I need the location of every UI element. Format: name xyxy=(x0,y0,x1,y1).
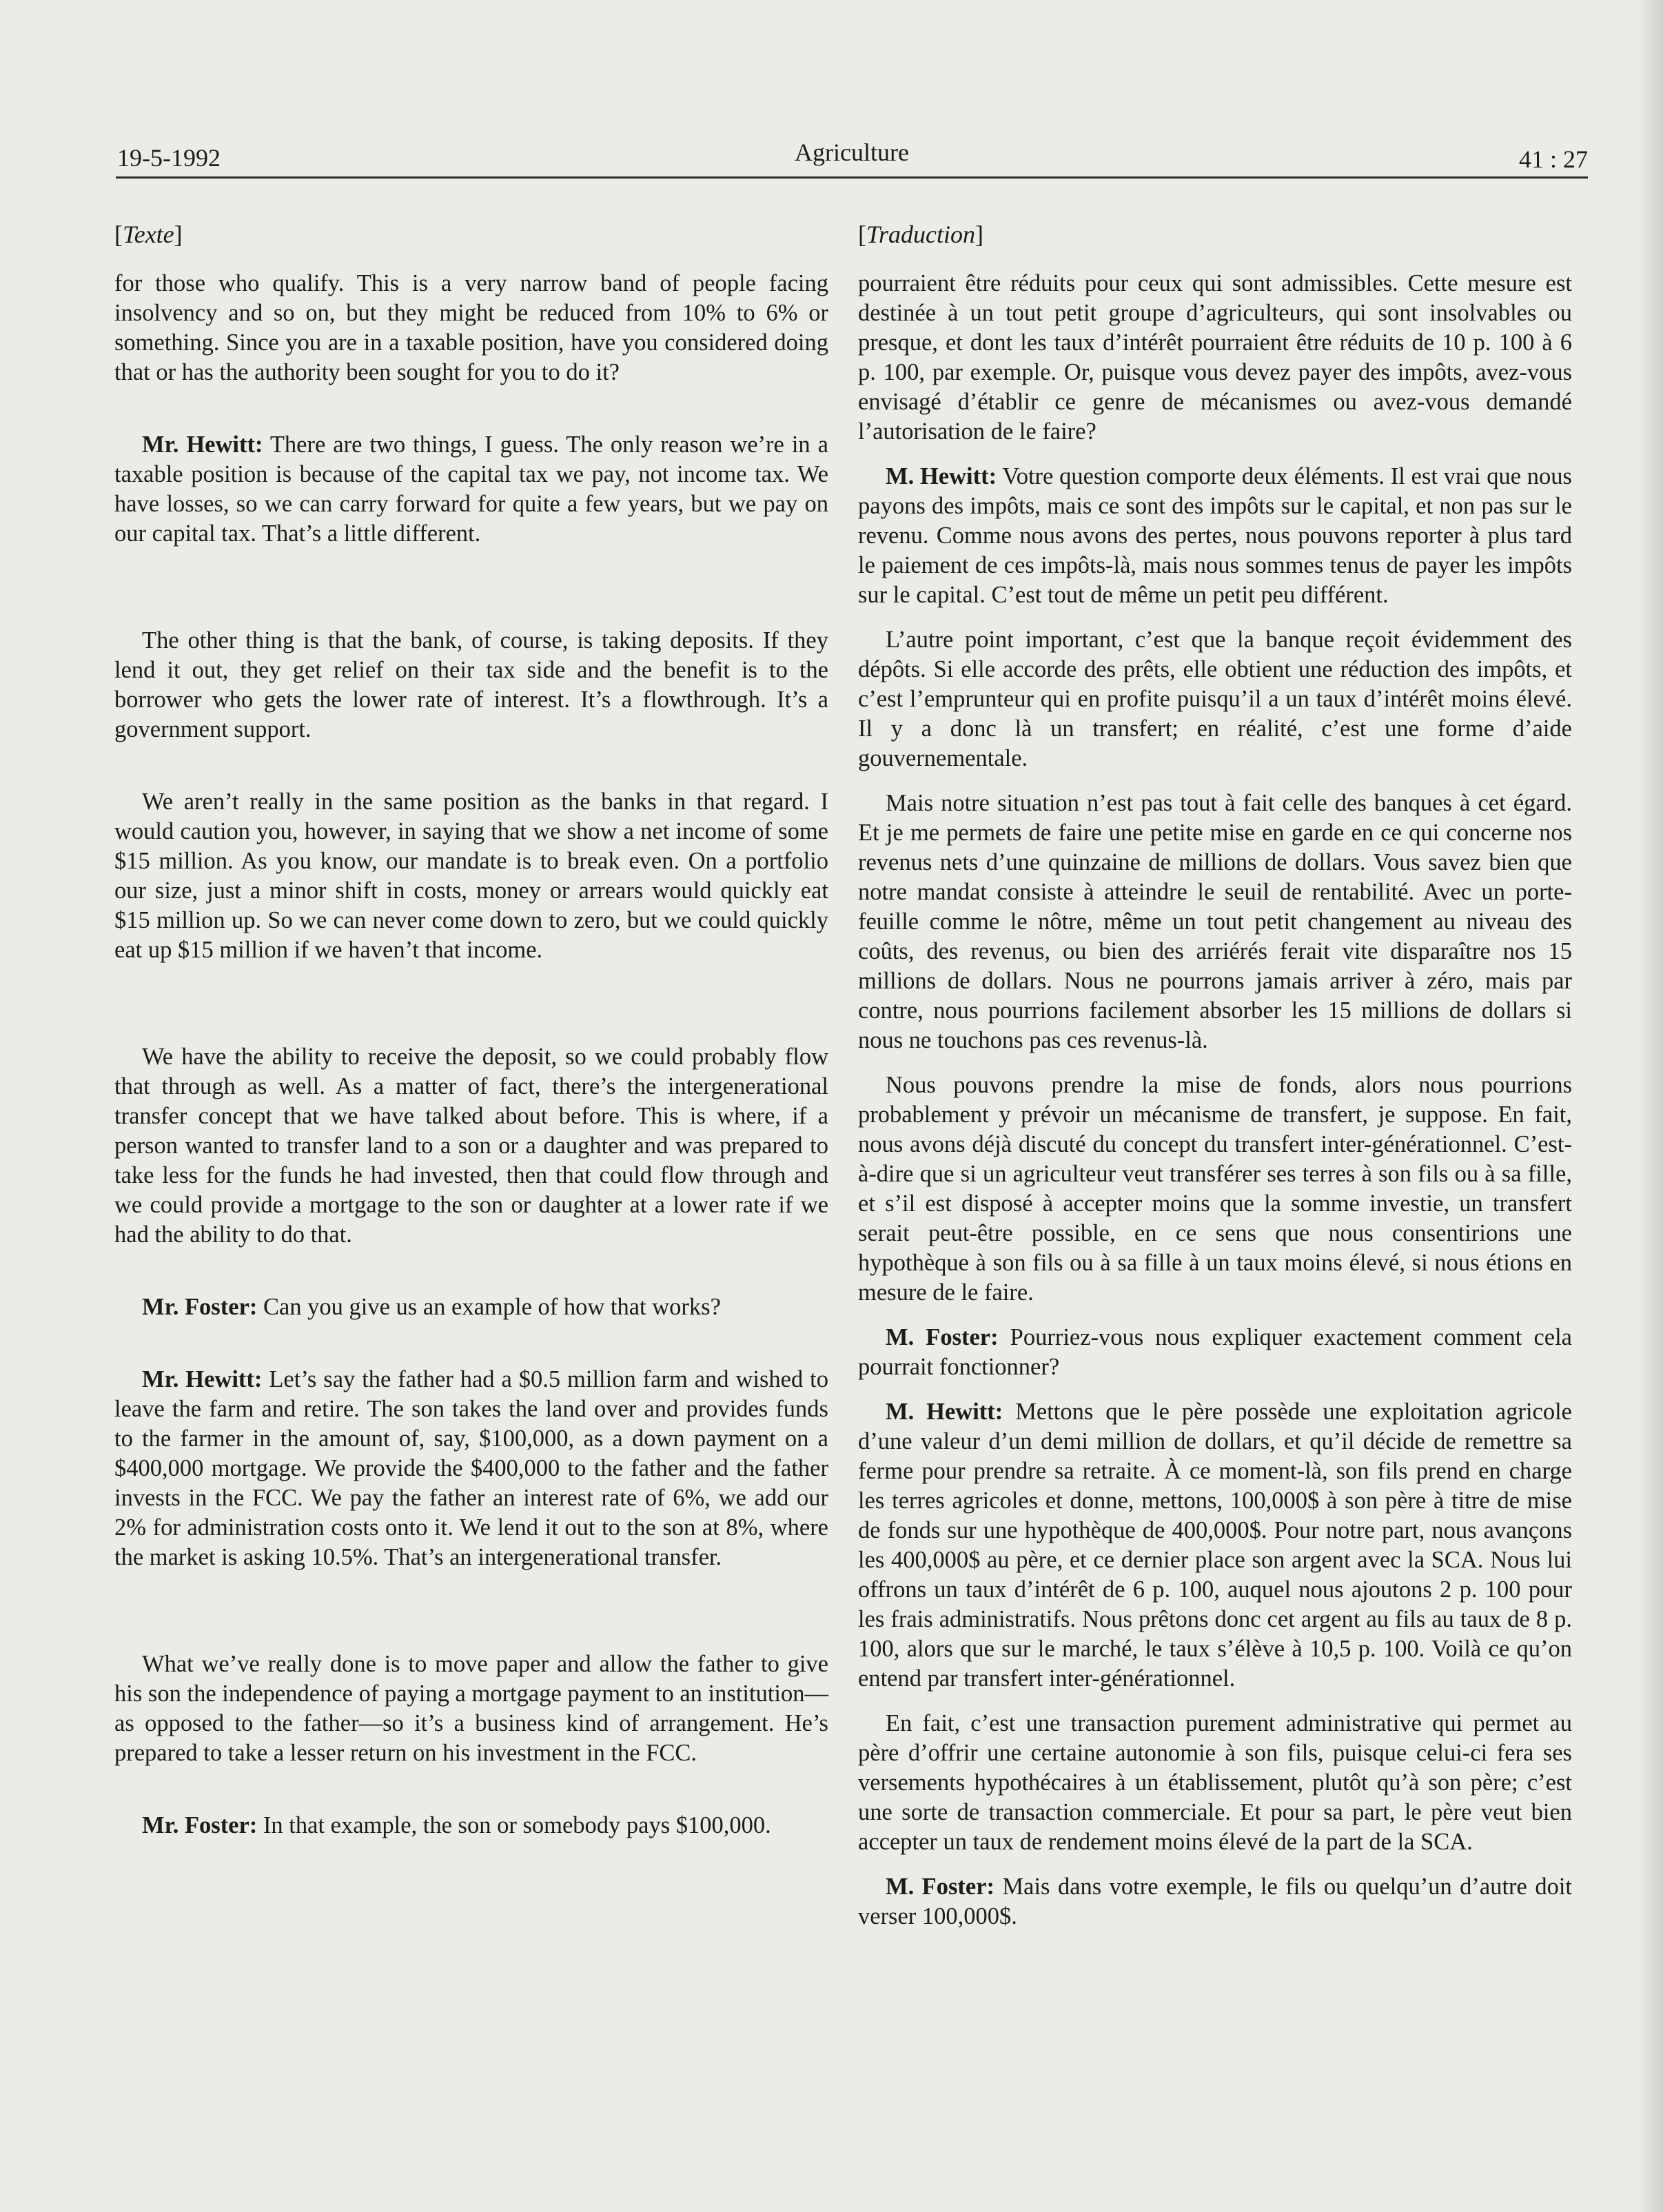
paragraph-text: Can you give us an example of how that works? xyxy=(257,1294,721,1320)
paragraph xyxy=(858,1872,1572,1931)
speaker-name: Mr. Foster: xyxy=(142,1294,258,1320)
header-date: 19-5-1992 xyxy=(117,144,221,172)
column-label-text: Texte xyxy=(123,221,174,248)
speaker-name: Mr. Hewitt: xyxy=(142,1366,263,1392)
paragraph-text: Mettons que le père possède une exploitation agricole d’une valeur d’un demi million de dollars, et qu’il décide de remettre sa ferme pour prendre sa retraite. À ce moment-là, son fils prend en charge les terres agricoles et donne, mettons, 100,000$ à son père à titre de mise de fonds sur une hypothèque de 400,000$. Pour notre part, nous avançons les 400,000$ au père, et ce dernier place son argent avec la SCA. Nous lui offrons un taux d’intérêt de 6 p. 100, auquel nous ajoutons 2 p. 100 pour les frais administratifs. Nous prêtons donc cet argent au fils au taux de 8 p. 100, alors que sur le marché, le taux s’élève à 10,5 p. 100. Voilà ce qu’on entend par transfert inter-générationnel. xyxy=(858,1399,1572,1692)
column-label-text: Traduction xyxy=(866,221,976,248)
paragraph-text: Nous pouvons prendre la mise de fonds, alors nous pourrions probablement y prévoir un mécanisme de transfert, je suppose. En fait, nous avons déjà discuté du concept du transfert inter-générationnel. C’est-à-dire que si un agriculteur veut transférer ses terres à son fils ou à sa fille, et s’il est disposé à accepter moins que la somme investie, un transfert serait peut-être possible, en ce sens que nous consentirions une hypothèque à son fils ou à sa fille à un taux moins élevé, si nous étions en mesure de le faire. xyxy=(858,1072,1572,1306)
paragraph xyxy=(114,1650,828,1768)
paragraph xyxy=(858,1397,1572,1694)
paragraph xyxy=(114,1292,828,1322)
column-label: [Traduction] xyxy=(858,221,984,248)
running-header xyxy=(116,138,1588,179)
paragraph xyxy=(114,1365,828,1572)
speaker-name: M. Foster: xyxy=(886,1324,999,1350)
paragraph-text: Votre question comporte deux éléments. Il est vrai que nous payons des impôts, mais ce sont des impôts sur le capital, et non pas sur le revenu. Comme nous avons des pertes, nous pouvons reporter à plus tard le paiement de ces impôts-là, mais nous sommes tenus de payer les impôts sur le capital. C’est tout de même un petit peu différent. xyxy=(858,463,1572,608)
paragraph xyxy=(858,789,1572,1055)
paragraph xyxy=(858,1323,1572,1382)
paragraph xyxy=(858,625,1572,773)
paragraph xyxy=(858,269,1572,447)
page-edge-shadow xyxy=(1638,0,1663,2212)
speaker-name: Mr. Hewitt: xyxy=(142,432,263,458)
paragraph-text: The other thing is that the bank, of course, is taking deposits. If they lend it out, they get relief on their tax side and the benefit is to the borrower who gets the lower rate of interest. It’s a flowthrough. It’s a government support. xyxy=(114,627,828,742)
paragraph xyxy=(858,462,1572,610)
speaker-name: M. Hewitt: xyxy=(886,463,997,489)
paragraph-text: Let’s say the father had a $0.5 million farm and wished to leave the farm and retire. The son takes the land over and provides funds to the farmer in the amount of, say, $100,000, as a down payment on a $400,000 mortgage. We provide the $400,000 to the father and the father invests in the FCC. We pay the father an interest rate of 6%, we add our 2% for administration costs onto it. We lend it out to the son at 8%, where the market is asking 10.5%. That’s an intergenerational transfer. xyxy=(114,1366,829,1570)
french-column xyxy=(858,219,1572,1947)
paragraph-text: We aren’t really in the same position as the banks in that regard. I would caution you, however, in saying that we show a net income of some $15 million. As you know, our mandate is to break even. On a portfolio our size, just a minor shift in costs, money or arrears would quickly eat $15 million up. So we can never come down to zero, but we could quickly eat up $15 million if we haven’t that income. xyxy=(114,789,828,963)
paragraph-text: for those who qualify. This is a very narrow band of people facing insolvency and so on, but they might be reduced from 10% to 6% or something. Since you are in a taxable position, have you considered doing that or has the authority been sought for you to do it? xyxy=(114,270,828,385)
paragraph xyxy=(858,1071,1572,1308)
paragraph xyxy=(114,430,828,549)
paragraph-text: We have the ability to receive the deposit, so we could probably flow that through as well. As a matter of fact, there’s the intergenerational transfer concept that we have talked about before. This is where, if a person wanted to transfer land to a son or a daughter and was prepared to take less for the funds he had invested, then that could flow through and we could provide a mortgage to the son or daughter at a lower rate if we had the ability to do that. xyxy=(114,1044,828,1248)
paragraph-text: In that example, the son or somebody pays $100,000. xyxy=(257,1812,771,1838)
paragraph xyxy=(114,626,828,744)
paragraph-text: Pourriez-vous nous expliquer exactement comment cela pourrait fonctionner? xyxy=(858,1324,1572,1380)
header-page-number: 41 : 27 xyxy=(1518,145,1588,173)
speaker-name: M. Hewitt: xyxy=(886,1399,1003,1425)
paragraph-text: What we’ve really done is to move paper and allow the father to give his son the independence of paying a mortgage payment to an institution—as opposed to the father—so it’s a business kind of arrangement. He’s prepared to take a lesser return on his investment in the FCC. xyxy=(114,1651,828,1766)
speaker-name: M. Foster: xyxy=(886,1874,995,1900)
paragraph-text: En fait, c’est une transaction purement administrative qui permet au père d’offrir une certaine autonomie à son fils, puisque celui-ci fera ses versements hypothécaires à un établissement, plutôt qu’à son père; c’est une sorte de transaction commerciale. Et pour sa part, le père veut bien accepter un taux de rendement moins élevé de la part de la SCA. xyxy=(858,1710,1572,1855)
paragraph-text: L’autre point important, c’est que la banque reçoit évidemment des dépôts. Si elle accorde des prêts, elle obtient une réduction des impôts, et c’est l’emprunteur qui en profite puisqu’il a un taux d’intérêt moins élevé. Il y a donc là un transfert; en réalité, c’est une forme d’aide gouvernementale. xyxy=(858,627,1572,771)
paragraph-text: Mais dans votre exemple, le fils ou quelqu’un d’autre doit verser 100,000$. xyxy=(858,1874,1572,1929)
column-label: [Texte] xyxy=(114,221,183,248)
paragraph-text: Mais notre situation n’est pas tout à fait celle des banques à cet égard. Et je me permets de faire une petite mise en garde en ce qui concerne nos revenus nets d’une quinzaine de millions de dollars. Vous savez bien que notre mandat consiste à atteindre le seuil de rentabilité. Avec un porte-feuille comme le nôtre, même un tout petit changement au niveau des coûts, des revenus, ou bien des arriérés ferait vite disparaître nos 15 millions de dollars. Nous ne pourrons jamais arriver à zéro, mais par contre, nous pourrions facilement absorber les 15 millions de dollars si nous ne touchons pas ces revenus-là. xyxy=(858,790,1572,1053)
paragraph-text: There are two things, I guess. The only reason we’re in a taxable position is because of the capital tax we pay, not income tax. We have losses, so we can carry forward for quite a few years, but we pay on our capital tax. That’s a little different. xyxy=(114,432,828,547)
paragraph xyxy=(114,787,828,965)
paragraph-text: pourraient être réduits pour ceux qui sont admissibles. Cette mesure est destinée à un tout petit groupe d’agriculteurs, qui sont insolvables ou presque, et dont les taux d’intérêt pourraient être réduits de 10 p. 100 à 6 p. 100, par exemple. Or, puisque vous devez payer des impôts, avez-vous envisagé d’établir ce genre de mécanismes ou avez-vous demandé l’autorisation de le faire? xyxy=(858,270,1572,445)
paragraph xyxy=(114,1811,828,1840)
paragraph xyxy=(858,1709,1572,1857)
speaker-name: Mr. Foster: xyxy=(142,1812,258,1838)
english-column xyxy=(114,219,828,1856)
paragraph xyxy=(114,269,828,387)
paragraph xyxy=(114,1042,828,1250)
header-title: Agriculture xyxy=(795,139,909,166)
